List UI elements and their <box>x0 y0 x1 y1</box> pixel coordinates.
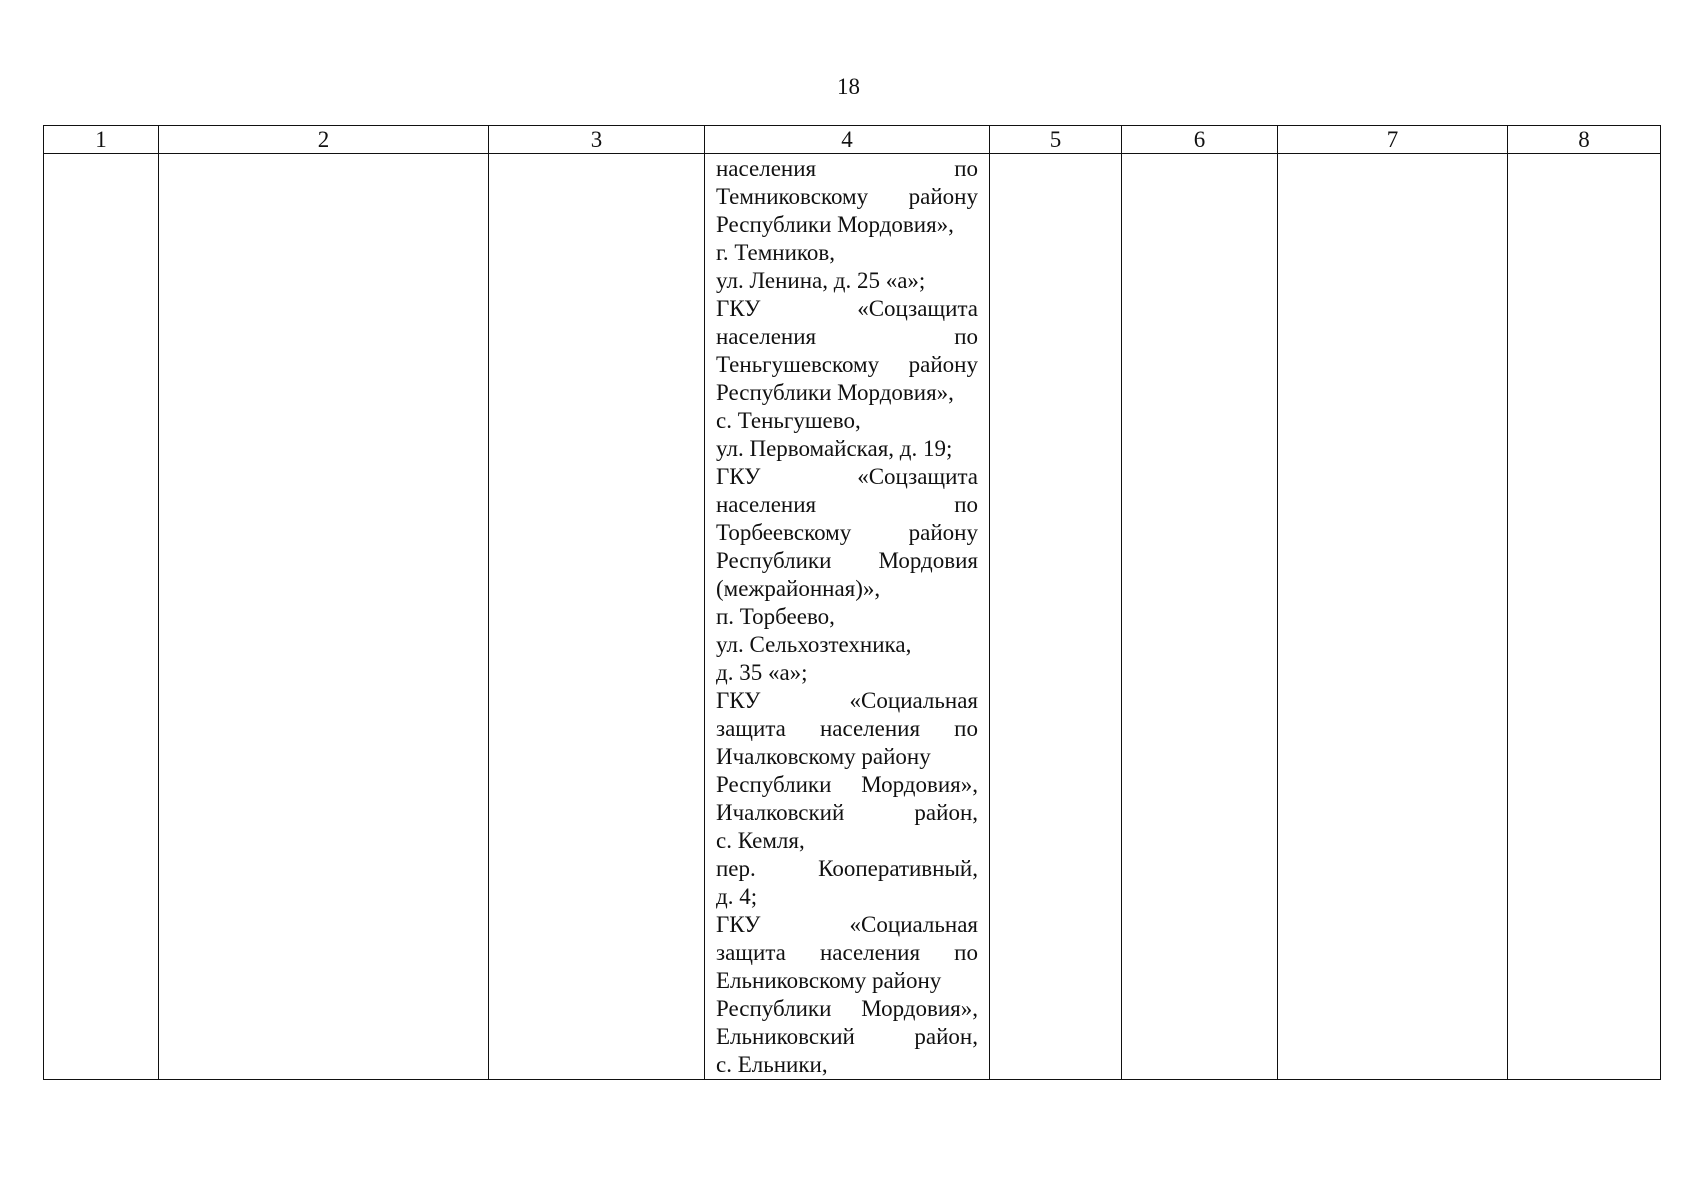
address-line: Темниковскому району <box>716 184 978 209</box>
cell-col-4 <box>705 154 990 1080</box>
address-line: пер. Кооперативный, <box>716 856 978 881</box>
address-line: ул. Сельхозтехника, <box>716 632 912 657</box>
column-header-6: 6 <box>1122 126 1278 154</box>
column-number-row <box>44 126 1661 154</box>
address-line: п. Торбеево, <box>716 604 835 629</box>
cell-col-6 <box>1122 154 1278 1080</box>
address-line: Ельниковскому району <box>716 968 942 993</box>
column-header-8: 8 <box>1508 126 1661 154</box>
address-line: (межрайонная)», <box>716 576 881 601</box>
address-line: ул. Первомайская, д. 19; <box>716 436 953 461</box>
address-line: Теньгушевскому району <box>716 352 978 377</box>
address-line: с. Теньгушево, <box>716 408 861 433</box>
address-line: Торбеевскому району <box>716 520 978 545</box>
table-row <box>44 154 1661 1080</box>
cell-col-1 <box>44 154 159 1080</box>
cell-col-8 <box>1508 154 1661 1080</box>
column-header-3: 3 <box>489 126 705 154</box>
page-number: 18 <box>837 74 860 99</box>
cell-col-2 <box>159 154 489 1080</box>
address-line: ГКУ «Соцзащита <box>716 296 978 321</box>
address-line: Республики Мордовия <box>716 548 978 573</box>
address-line: населения по <box>716 324 978 349</box>
address-line: Республики Мордовия», <box>716 212 954 237</box>
address-line: ГКУ «Социальная <box>716 912 978 937</box>
address-line: ГКУ «Социальная <box>716 688 978 713</box>
address-line: с. Кемля, <box>716 828 805 853</box>
address-line: Республики Мордовия», <box>716 380 954 405</box>
address-line: защита населения по <box>716 940 978 965</box>
address-line: Ичалковский район, <box>716 800 978 825</box>
cell-col-7 <box>1278 154 1508 1080</box>
address-line: Республики Мордовия», <box>716 772 978 797</box>
address-line: населения по <box>716 492 978 517</box>
cell-col-5 <box>990 154 1122 1080</box>
column-header-2: 2 <box>159 126 489 154</box>
address-line: Ичалковскому району <box>716 744 931 769</box>
address-line: ГКУ «Соцзащита <box>716 464 978 489</box>
address-line: Ельниковский район, <box>716 1024 978 1049</box>
column-header-1: 1 <box>44 126 159 154</box>
address-line: д. 35 «а»; <box>716 660 808 685</box>
cell-col-3 <box>489 154 705 1080</box>
address-line: ул. Ленина, д. 25 «а»; <box>716 268 926 293</box>
address-line: населения по <box>716 156 978 181</box>
address-line: с. Ельники, <box>716 1052 828 1077</box>
column-header-4: 4 <box>705 126 990 154</box>
column-header-5: 5 <box>990 126 1122 154</box>
address-line: Республики Мордовия», <box>716 996 978 1021</box>
document-table <box>43 125 1661 1080</box>
column-header-7: 7 <box>1278 126 1508 154</box>
address-line: защита населения по <box>716 716 978 741</box>
institution-addresses <box>705 154 989 1079</box>
address-line: д. 4; <box>716 884 758 909</box>
address-line: г. Темников, <box>716 240 836 265</box>
